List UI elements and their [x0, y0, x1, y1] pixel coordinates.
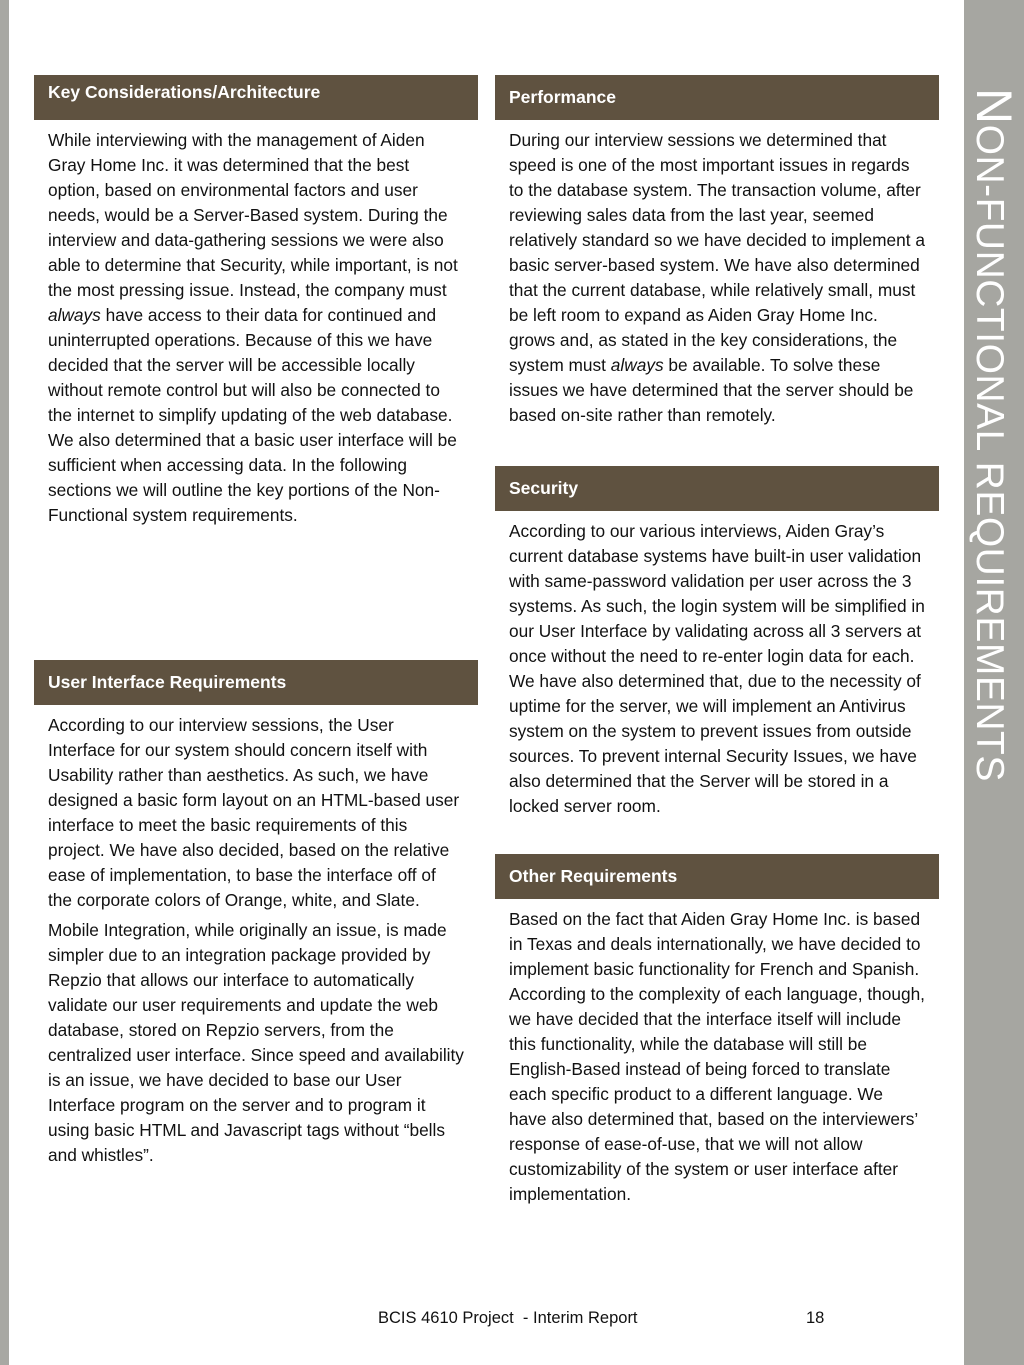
- security-body: [495, 511, 939, 819]
- emphasis-text: always: [610, 355, 664, 375]
- user-interface-paragraph-2: Mobile Integration, while originally an issue, is made simpler due to an integration package provided by Repzio that allows our interface to automatically validate our user requirements and update the web database, stored on Repzio servers, from the centralized user interface. Since speed and availability is an issue, we have decided to base our User Interface program on the server and to program it using basic HTML and Javascript tags without “bells and whistles”.: [48, 920, 464, 1165]
- security-section: [495, 466, 939, 819]
- user-interface-body: [34, 705, 478, 1168]
- left-margin-strip: [0, 0, 9, 1365]
- other-requirements-body: [495, 899, 939, 1207]
- performance-heading: Performance: [495, 75, 939, 120]
- footer-title: BCIS 4610 Project - Interim Report: [378, 1309, 638, 1327]
- user-interface-heading: User Interface Requirements: [34, 660, 478, 705]
- text-run: During our interview sessions we determined that speed is one of the most important issues in regards to the database system. The transaction volume, after reviewing sales data from the last year, seemed relatively standard so we have decided to implement a basic server-based system. We have also determined that the current database, while relatively small, must be left room to expand as Aiden Gray Home Inc. grows and, as stated in the key considerations, the system must: [509, 130, 925, 375]
- side-title: [966, 88, 1022, 782]
- user-interface-section: [34, 660, 478, 1168]
- other-requirements-section: [495, 854, 939, 1207]
- key-considerations-section: [34, 75, 478, 528]
- text-run: be available. To solve these issues we have determined that the server should be based on-site rather than remotely.: [509, 355, 914, 425]
- security-heading: Security: [495, 466, 939, 511]
- key-considerations-paragraph: [48, 128, 464, 528]
- key-considerations-body: [34, 120, 478, 528]
- text-run: While interviewing with the management of Aiden Gray Home Inc. it was determined that the best option, based on environmental factors and user needs, would be a Server-Based system. During the interview and data-gathering sessions we were also able to determine that Security, while important, is not the most pressing issue. Instead, the company must: [48, 130, 458, 300]
- security-paragraph: According to our various interviews, Aiden Gray’s current database systems have built-in user validation with same-password validation per user across the 3 systems. As such, the login system will be simplified in our User Interface by validating across all 3 servers at once without the need to re-enter login data for each. We have also determined that, due to the necessity of uptime for the server, we will implement an Antivirus system on the system to prevent issues from outside sources. To prevent internal Security Issues, we have also determined that the Server will be stored in a locked server room.: [509, 521, 925, 816]
- side-title-initial: N: [966, 88, 1022, 125]
- text-run: have access to their data for continued and uninterrupted operations. Because of this we have decided that the server will be accessible locally without remote control but will also be connected to the internet to simplify updating of the web database. We also determined that a basic user interface will be sufficient when accessing data. In the following sections we will outline the key portions of the Non-Functional system requirements.: [48, 305, 457, 525]
- performance-body: [495, 120, 939, 428]
- performance-paragraph: [509, 128, 925, 428]
- key-considerations-heading: Key Considerations/Architecture: [34, 75, 478, 120]
- performance-section: [495, 75, 939, 428]
- side-title-rest: ON-FUNCTIONAL REQUIREMENTS: [968, 124, 1011, 782]
- other-requirements-heading: Other Requirements: [495, 854, 939, 899]
- page-number: 18: [806, 1309, 825, 1327]
- other-requirements-paragraph: Based on the fact that Aiden Gray Home Inc. is based in Texas and deals internationally, we have decided to implement basic functionality for French and Spanish. According to the complexity of each language, though, we have decided that the interface itself will include this functionality, while the database will still be English-Based instead of being forced to translate each specific product to a different language. We have also determined that, based on the interviewers’ response of ease-of-use, that we will not allow customizability of the system or user interface after implementation.: [509, 909, 925, 1204]
- user-interface-paragraph-1: According to our interview sessions, the User Interface for our system should concern itself with Usability rather than aesthetics. As such, we have designed a basic form layout on an HTML-based user interface to meet the basic requirements of this project. We have also decided, based on the relative ease of implementation, to base the interface off of the corporate colors of Orange, white, and Slate.: [48, 715, 460, 910]
- emphasis-text: always: [48, 305, 101, 325]
